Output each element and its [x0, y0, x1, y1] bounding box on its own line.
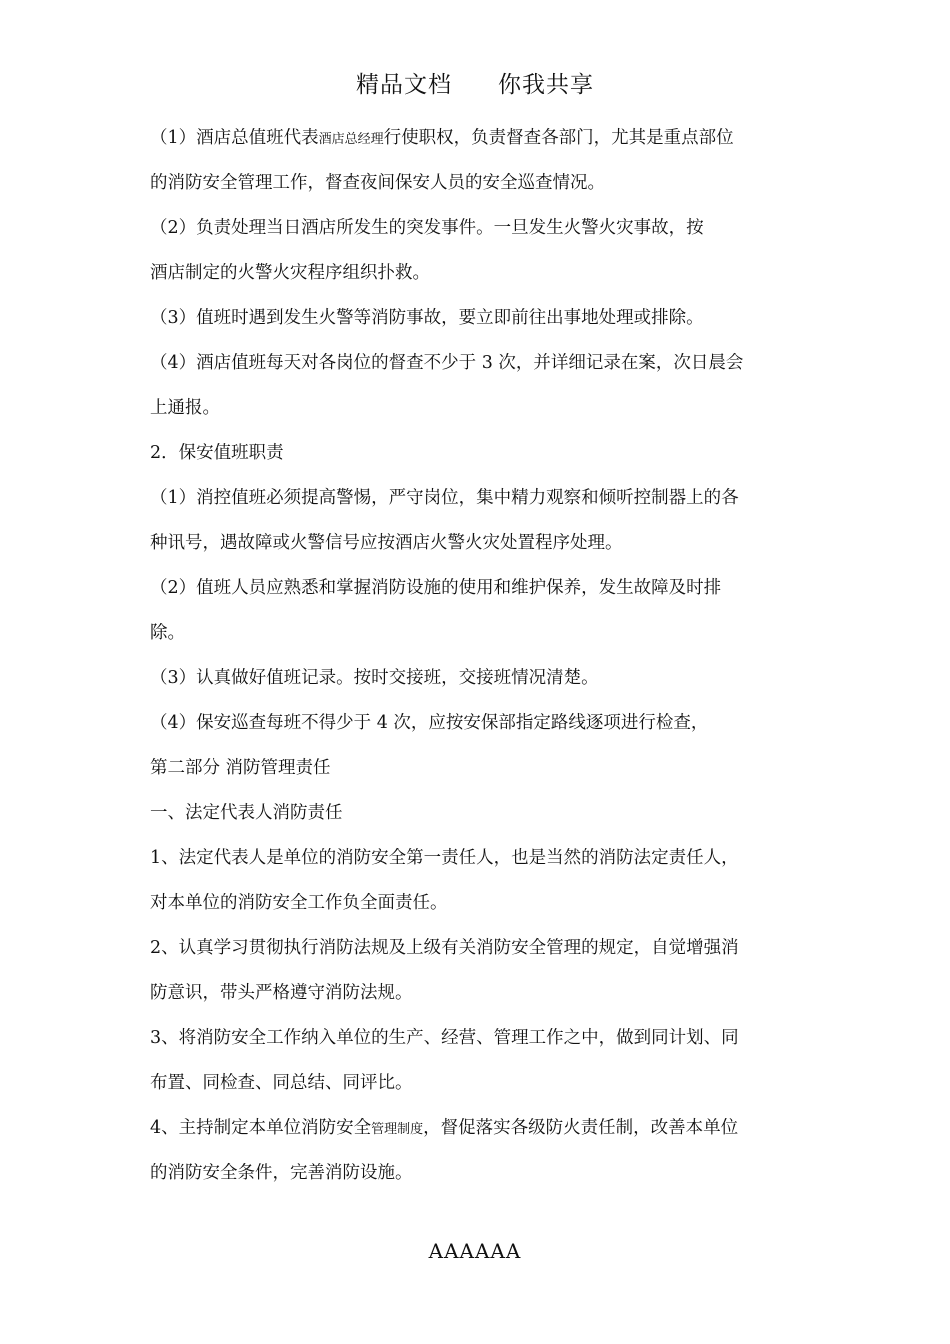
line-1-small-text: 酒店总经理: [318, 132, 384, 147]
text-line-7: 上通报。: [150, 398, 220, 418]
text-line-10: 种讯号，遇故障或火警信号应按酒店火警火灾处置程序处理。: [150, 533, 623, 553]
text-line-21: 3、将消防安全工作纳入单位的生产、经营、管理工作之中，做到同计划、同: [150, 1028, 739, 1048]
text-line-11: （2）值班人员应熟悉和掌握消防设施的使用和维护保养，发生故障及时排: [150, 578, 722, 598]
text-line-9: （1）消控值班必须提高警惕，严守岗位，集中精力观察和倾听控制器上的各: [150, 488, 739, 508]
text-line-22: 布置、同检查、同总结、同评比。: [150, 1073, 413, 1093]
page-header: [0, 68, 950, 102]
text-line-19: 2、认真学习贯彻执行消防法规及上级有关消防安全管理的规定，自觉增强消: [150, 938, 739, 958]
text-line-23: [150, 1106, 795, 1151]
text-line-14: （4）保安巡查每班不得少于 4 次，应按安保部指定路线逐项进行检查，: [150, 713, 709, 733]
text-line-1: [150, 116, 795, 161]
text-line-6: （4）酒店值班每天对各岗位的督查不少于 3 次，并详细记录在案，次日晨会: [150, 353, 744, 373]
text-line-24: 的消防安全条件，完善消防设施。: [150, 1163, 413, 1183]
line-23-small-text: 管理制度: [371, 1122, 424, 1137]
line-1-main-text: （1）酒店总值班代表: [150, 128, 319, 148]
header-left-text: 精品文档: [356, 72, 452, 98]
document-body: [150, 116, 795, 1196]
text-line-13: （3）认真做好值班记录。按时交接班，交接班情况清楚。: [150, 668, 599, 688]
line-1-trailing-text: 行使职权，负责督查各部门，尤其是重点部位: [383, 128, 734, 148]
text-line-20: 防意识，带头严格遵守消防法规。: [150, 983, 413, 1003]
text-line-5: （3）值班时遇到发生火警等消防事故，要立即前往出事地处理或排除。: [150, 308, 704, 328]
section-heading-security-duty: 2．保安值班职责: [150, 443, 284, 463]
line-23-trailing-text: ，督促落实各级防火责任制，改善本单位: [423, 1118, 739, 1138]
line-23-main-text: 4、主持制定本单位消防安全: [150, 1118, 372, 1138]
text-line-2: 的消防安全管理工作，督查夜间保安人员的安全巡查情况。: [150, 173, 605, 193]
text-line-18: 对本单位的消防安全工作负全面责任。: [150, 893, 448, 913]
text-line-12: 除。: [150, 623, 185, 643]
part-heading-fire-management: 第二部分 消防管理责任: [150, 758, 331, 778]
text-line-17: 1、法定代表人是单位的消防安全第一责任人，也是当然的消防法定责任人，: [150, 848, 739, 868]
text-line-3: （2）负责处理当日酒店所发生的突发事件。一旦发生火警火灾事故，按: [150, 218, 704, 238]
header-right-text: 你我共享: [498, 72, 594, 98]
page-footer: AAAAAA: [428, 1239, 522, 1263]
text-line-4: 酒店制定的火警火灾程序组织扑救。: [150, 263, 430, 283]
section-heading-legal-rep: 一、法定代表人消防责任: [150, 803, 343, 823]
